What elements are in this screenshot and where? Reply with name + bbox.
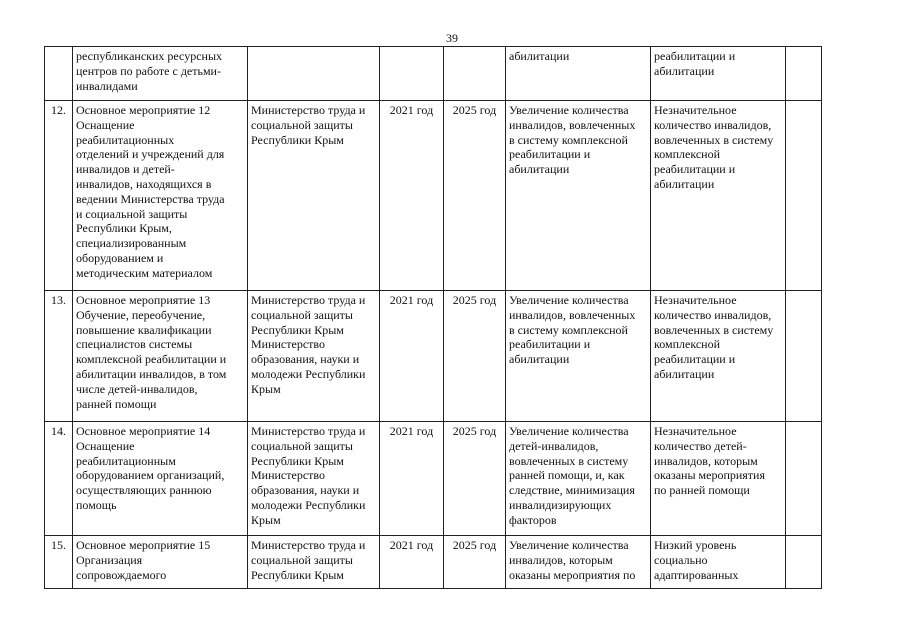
executor-line: Министерство труда и (251, 538, 366, 552)
event-line: инвалидов, находящихся в (76, 176, 212, 191)
result-line: вовлеченных в систему (509, 453, 629, 468)
executor-line: социальной защиты (251, 438, 353, 453)
executor-line: образования, науки и (251, 483, 360, 498)
executor-line: Республики Крым (251, 453, 344, 468)
event-line: ведении Министерства труда (76, 191, 225, 206)
result-cell (506, 47, 651, 101)
consequence-line: абилитации (654, 366, 715, 381)
consequence-cell (651, 291, 786, 422)
consequence-line: реабилитации и (654, 352, 736, 367)
event-line: Основное мероприятие 13 (76, 293, 211, 307)
event-line: ранней помощи (76, 396, 157, 411)
table-row (45, 536, 822, 589)
extra-cell (786, 536, 822, 589)
executor-cell (248, 536, 380, 589)
event-line: помощь (76, 497, 117, 512)
consequence-line: вовлеченных в систему (654, 322, 774, 337)
event-line: Оснащение (76, 438, 135, 453)
event-cell (73, 101, 248, 291)
result-line: абилитации (509, 49, 570, 63)
consequence-line: оказаны мероприятия (654, 468, 765, 483)
consequence-line: абилитации (654, 63, 715, 78)
consequence-line: комплексной (654, 337, 721, 352)
extra-cell (786, 101, 822, 291)
start-year-cell: 2021 год (380, 101, 444, 291)
row-number: 13. (45, 291, 73, 422)
result-line: следствие, минимизация (509, 483, 635, 498)
end-year-cell: 2025 год (444, 422, 506, 536)
extra-cell (786, 422, 822, 536)
start-year-cell: 2021 год (380, 422, 444, 536)
result-line: факторов (509, 512, 557, 527)
result-cell (506, 536, 651, 589)
event-line: специалистов системы (76, 337, 193, 352)
event-line: реабилитационных (76, 132, 175, 147)
event-line: Основное мероприятие 12 (76, 103, 211, 117)
executor-line: молодежи Республики (251, 497, 366, 512)
consequence-line: реабилитации и (654, 49, 736, 63)
result-cell (506, 291, 651, 422)
consequence-line: реабилитации и (654, 162, 736, 177)
result-line: инвалидов, вовлеченных (509, 117, 636, 132)
executor-line: Республики Крым (251, 322, 344, 337)
result-line: реабилитации и (509, 147, 591, 162)
executor-line: Министерство труда и (251, 424, 366, 438)
start-year-cell: 2021 год (380, 291, 444, 422)
start-year-cell: 2021 год (380, 536, 444, 589)
consequence-line: количество инвалидов, (654, 117, 772, 132)
event-cell (73, 47, 248, 101)
event-line: инвалидов и детей- (76, 162, 175, 177)
event-line: числе детей-инвалидов, (76, 381, 198, 396)
executor-line: Министерство труда и (251, 293, 366, 307)
event-line: инвалидами (76, 78, 138, 93)
consequence-line: количество инвалидов, (654, 307, 772, 322)
page-number: 39 (446, 31, 458, 45)
event-cell (73, 291, 248, 422)
result-line: Увеличение количества (509, 538, 629, 552)
extra-cell (786, 291, 822, 422)
consequence-line: социально (654, 552, 708, 567)
executor-line: Министерство (251, 337, 325, 352)
result-line: абилитации (509, 162, 570, 177)
result-line: реабилитации и (509, 337, 591, 352)
consequence-line: адаптированных (654, 567, 739, 582)
end-year-cell: 2025 год (444, 291, 506, 422)
table-row (45, 291, 822, 422)
event-line: центров по работе с детьми- (76, 63, 221, 78)
end-year-cell (444, 47, 506, 101)
event-line: методическим материалом (76, 265, 213, 280)
executor-line: образования, науки и (251, 352, 360, 367)
result-line: инвалидов, вовлеченных (509, 307, 636, 322)
event-line: Основное мероприятие 14 (76, 424, 211, 438)
event-line: абилитации инвалидов, в том (76, 366, 227, 381)
event-line: оборудованием организаций, (76, 468, 225, 483)
row-number: 12. (45, 101, 73, 291)
result-line: Увеличение количества (509, 103, 629, 117)
event-line: комплексной реабилитации и (76, 352, 227, 367)
consequence-line: Низкий уровень (654, 538, 737, 552)
event-cell (73, 536, 248, 589)
result-line: ранней помощи, и, как (509, 468, 625, 483)
extra-cell (786, 47, 822, 101)
row-number (45, 47, 73, 101)
row-number: 15. (45, 536, 73, 589)
result-cell (506, 101, 651, 291)
executor-cell (248, 422, 380, 536)
event-line: Оснащение (76, 117, 135, 132)
event-line: и социальной защиты (76, 206, 188, 221)
table-row (45, 101, 822, 291)
result-line: Увеличение количества (509, 293, 629, 307)
event-line: отделений и учреждений для (76, 147, 225, 162)
program-events-table (44, 46, 822, 589)
executor-line: социальной защиты (251, 307, 353, 322)
row-number: 14. (45, 422, 73, 536)
result-line: инвалидов, которым (509, 552, 613, 567)
consequence-cell (651, 536, 786, 589)
table-row (45, 422, 822, 536)
consequence-cell (651, 47, 786, 101)
consequence-line: инвалидов, которым (654, 453, 758, 468)
executor-line: молодежи Республики (251, 366, 366, 381)
result-line: Увеличение количества (509, 424, 629, 438)
result-line: в систему комплексной (509, 322, 628, 337)
event-line: специализированным (76, 236, 187, 251)
consequence-line: количество детей- (654, 438, 747, 453)
result-line: в систему комплексной (509, 132, 628, 147)
executor-cell (248, 291, 380, 422)
executor-line: Республики Крым (251, 567, 344, 582)
consequence-line: Незначительное (654, 293, 737, 307)
executor-line: Крым (251, 381, 281, 396)
result-line: инвалидизирующих (509, 497, 612, 512)
executor-line: Республики Крым (251, 132, 344, 147)
consequence-cell (651, 422, 786, 536)
consequence-line: Незначительное (654, 424, 737, 438)
executor-cell (248, 101, 380, 291)
event-line: оборудованием и (76, 250, 164, 265)
executor-line: Министерство труда и (251, 103, 366, 117)
event-line: Организация (76, 552, 143, 567)
executor-line: социальной защиты (251, 552, 353, 567)
consequence-line: Незначительное (654, 103, 737, 117)
consequence-line: по ранней помощи (654, 483, 750, 498)
consequence-line: комплексной (654, 147, 721, 162)
consequence-cell (651, 101, 786, 291)
executor-line: Министерство (251, 468, 325, 483)
result-cell (506, 422, 651, 536)
result-line: абилитации (509, 352, 570, 367)
event-line: Республики Крым, (76, 221, 172, 236)
table-row (45, 47, 822, 101)
event-line: реабилитационным (76, 453, 176, 468)
end-year-cell: 2025 год (444, 101, 506, 291)
event-line: Обучение, переобучение, (76, 307, 206, 322)
result-line: детей-инвалидов, (509, 438, 599, 453)
event-cell (73, 422, 248, 536)
executor-cell (248, 47, 380, 101)
executor-line: социальной защиты (251, 117, 353, 132)
event-line: повышение квалификации (76, 322, 212, 337)
event-line: осуществляющих раннюю (76, 483, 212, 498)
event-line: сопровождаемого (76, 567, 167, 582)
event-line: Основное мероприятие 15 (76, 538, 211, 552)
executor-line: Крым (251, 512, 281, 527)
start-year-cell (380, 47, 444, 101)
result-line: оказаны мероприятия по (509, 567, 636, 582)
end-year-cell: 2025 год (444, 536, 506, 589)
event-line: республиканских ресурсных (76, 49, 223, 63)
consequence-line: вовлеченных в систему (654, 132, 774, 147)
consequence-line: абилитации (654, 176, 715, 191)
